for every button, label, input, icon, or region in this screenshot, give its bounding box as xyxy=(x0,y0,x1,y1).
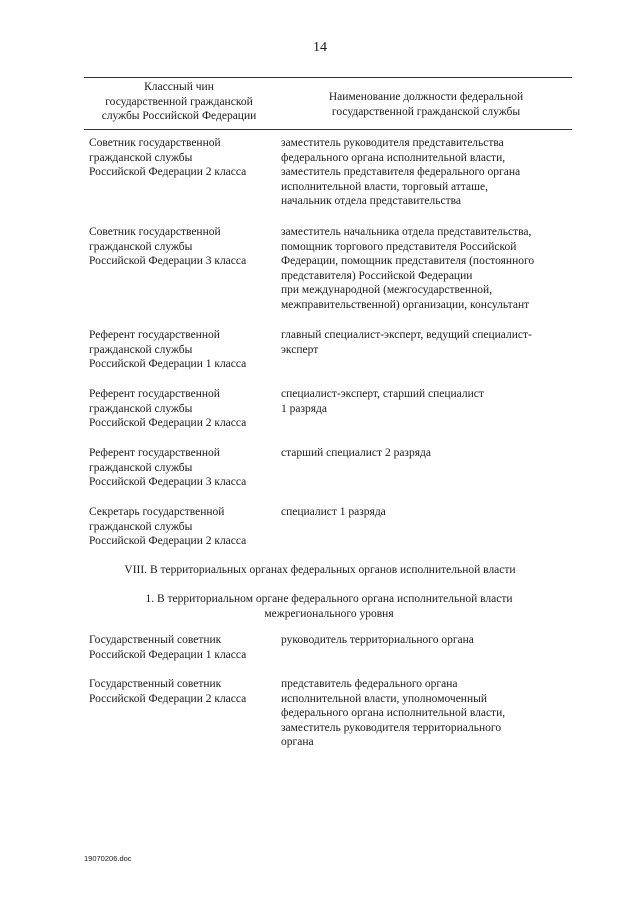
positions-cell: старший специалист 2 разряда xyxy=(281,447,431,459)
page-number: 14 xyxy=(313,40,327,55)
positions-cell: специалист-эксперт, старший специалист 1 разряда xyxy=(281,388,484,415)
rank-cell: Референт государственной гражданской службы Российской Федерации 1 класса xyxy=(89,329,247,370)
table-header-top-rule xyxy=(84,77,572,78)
subsection-title: 1. В территориальном органе федерального органа исполнительной власти межрегионального уровня xyxy=(145,593,513,620)
rank-cell: Секретарь государственной гражданской службы Российской Федерации 2 класса xyxy=(89,506,247,547)
column-header-position-name: Наименование должности федеральной государственной гражданской службы xyxy=(328,91,524,118)
rank-cell: Государственный советник Российской Федерации 1 класса xyxy=(89,634,247,661)
rank-cell: Референт государственной гражданской службы Российской Федерации 2 класса xyxy=(89,388,247,429)
rank-cell: Советник государственной гражданской службы Российской Федерации 3 класса xyxy=(89,226,247,267)
rank-cell: Референт государственной гражданской службы Российской Федерации 3 класса xyxy=(89,447,247,488)
section-title: VIII. В территориальных органах федеральных органов исполнительной власти xyxy=(124,564,516,576)
positions-cell: специалист 1 разряда xyxy=(281,506,386,518)
positions-cell: представитель федерального органа исполнительной власти, уполномоченный федерального органа исполнительной власти, заместитель руководителя территориального органа xyxy=(281,678,506,748)
positions-cell: заместитель начальника отдела представительства, помощник торгового представителя Российской Федерации, помощник представителя (постоянного представителя) Российской Федерации при международной (межгосударственной, межправительственной) организации, консультант xyxy=(281,226,535,311)
positions-cell: руководитель территориального органа xyxy=(281,634,474,646)
rank-cell: Государственный советник Российской Федерации 2 класса xyxy=(89,678,247,705)
column-header-class-rank: Классный чин государственной гражданской службы Российской Федерации xyxy=(101,81,257,122)
document-code: 19070206.doc xyxy=(84,854,132,863)
table-header-bottom-rule xyxy=(84,129,572,130)
rank-cell: Советник государственной гражданской службы Российской Федерации 2 класса xyxy=(89,137,247,178)
positions-cell: заместитель руководителя представительства федерального органа исполнительной власти, заместитель представителя федерального органа исполнительной власти, торговый атташе, начальник отдела представительства xyxy=(281,137,521,207)
positions-cell: главный специалист-эксперт, ведущий специалист- эксперт xyxy=(281,329,532,356)
